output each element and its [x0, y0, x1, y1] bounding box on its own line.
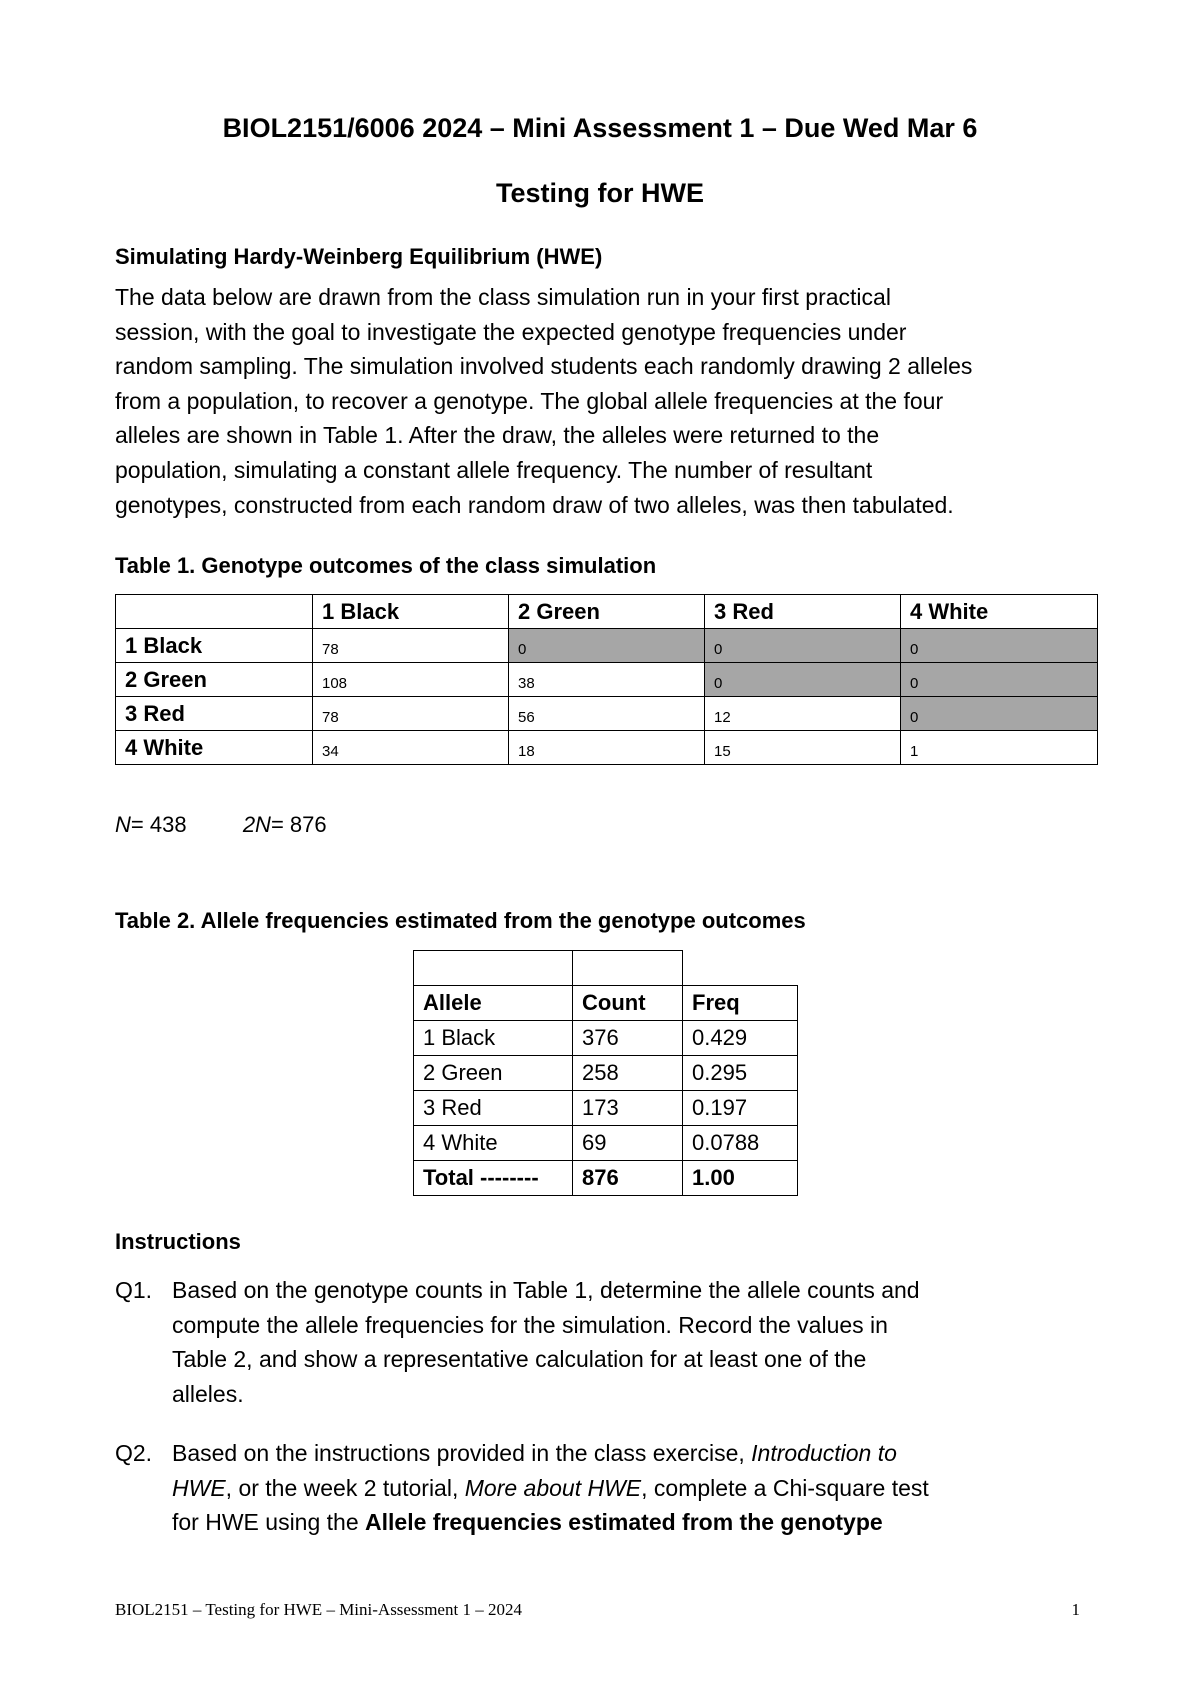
bold-text: Allele frequencies estimated from the genotype — [365, 1509, 883, 1536]
table-cell: 15 — [705, 731, 901, 765]
table-row — [116, 629, 1098, 663]
intro-line: from a population, to recover a genotype. The global allele frequencies at the four — [115, 387, 944, 414]
table-cell: 0.429 — [683, 1021, 798, 1056]
text-run: , complete a Chi-square test — [641, 1474, 929, 1501]
shaded-cell: 0 — [901, 663, 1098, 697]
question-line — [172, 1505, 1132, 1540]
table-row — [414, 1091, 798, 1126]
intro-line: genotypes, constructed from each random draw of two alleles, was then tabulated. — [115, 491, 954, 518]
table-cell: 78 — [313, 697, 509, 731]
table-cell: 38 — [509, 663, 705, 697]
table-cell: 0.295 — [683, 1056, 798, 1091]
n2-value: = 876 — [270, 812, 327, 837]
column-header: 1 Black — [313, 595, 509, 629]
table-cell: 3 Red — [414, 1091, 573, 1126]
table-header-row — [414, 986, 798, 1021]
table-cell: 1 Black — [414, 1021, 573, 1056]
table1-caption: Table 1. Genotype outcomes of the class simulation — [115, 553, 657, 578]
intro-line: alleles are shown in Table 1. After the draw, the alleles were returned to the — [115, 422, 880, 449]
shaded-cell: 0 — [705, 663, 901, 697]
italic-title: Introduction to — [751, 1440, 897, 1466]
question-line — [172, 1471, 1132, 1506]
table-cell: 876 — [573, 1161, 683, 1196]
table-cell: 1 — [901, 731, 1098, 765]
table-row — [414, 1021, 798, 1056]
sample-size-line — [115, 812, 327, 838]
table-cell: 18 — [509, 731, 705, 765]
shaded-cell: 0 — [901, 697, 1098, 731]
total-row — [414, 1161, 798, 1196]
instructions-heading: Instructions — [115, 1229, 241, 1254]
shaded-cell: 0 — [901, 629, 1098, 663]
column-header — [116, 595, 313, 629]
blank-row — [414, 951, 798, 986]
text-run: for HWE using the — [172, 1509, 366, 1536]
n2-label: 2N — [242, 812, 271, 837]
table-header-row — [116, 595, 1098, 629]
intro-line: The data below are drawn from the class simulation run in your first practical — [115, 284, 891, 310]
column-header: Allele — [414, 986, 573, 1021]
intro-line: population, simulating a constant allele frequency. The number of resultant — [115, 456, 873, 483]
question-line: alleles. — [172, 1380, 244, 1407]
intro-line: random sampling. The simulation involved students each randomly drawing 2 alleles — [115, 353, 973, 380]
question-text — [172, 1436, 1132, 1540]
italic-title: HWE — [172, 1474, 226, 1501]
row-header: 4 White — [116, 731, 313, 765]
table-cell: 4 White — [414, 1126, 573, 1161]
question-line: Based on the genotype counts in Table 1, determine the allele counts and — [172, 1277, 920, 1303]
table-cell: 1.00 — [683, 1161, 798, 1196]
question-line: compute the allele frequencies for the simulation. Record the values in — [172, 1311, 888, 1338]
intro-paragraph — [115, 280, 1105, 522]
table-cell: 12 — [705, 697, 901, 731]
row-header: 1 Black — [116, 629, 313, 663]
table2-caption: Table 2. Allele frequencies estimated from the genotype outcomes — [115, 908, 806, 933]
row-header: 2 Green — [116, 663, 313, 697]
intro-line: session, with the goal to investigate the expected genotype frequencies under — [115, 318, 907, 345]
question-text — [172, 1273, 1132, 1411]
question-line: Table 2, and show a representative calculation for at least one of the — [172, 1346, 867, 1373]
table-cell: 78 — [313, 629, 509, 663]
column-header: Freq — [683, 986, 798, 1021]
table-cell: 56 — [509, 697, 705, 731]
table-cell: 69 — [573, 1126, 683, 1161]
table-row — [414, 1126, 798, 1161]
table-cell: 376 — [573, 1021, 683, 1056]
n-value: = 438 — [130, 812, 187, 837]
table-row — [116, 663, 1098, 697]
column-header: 3 Red — [705, 595, 901, 629]
question-number: Q1. — [115, 1277, 153, 1303]
footer-text: BIOL2151 – Testing for HWE – Mini-Assessment 1 – 2024 — [115, 1600, 522, 1619]
table-cell: Total -------- — [414, 1161, 573, 1196]
table-cell: 34 — [313, 731, 509, 765]
table-cell: 2 Green — [414, 1056, 573, 1091]
genotype-outcomes-table — [115, 594, 1098, 765]
column-header: 4 White — [901, 595, 1098, 629]
table-cell: 258 — [573, 1056, 683, 1091]
table-cell — [414, 951, 573, 986]
shaded-cell: 0 — [705, 629, 901, 663]
row-header: 3 Red — [116, 697, 313, 731]
table-cell: 173 — [573, 1091, 683, 1126]
table-cell — [573, 951, 683, 986]
text-run: Based on the instructions provided in the class exercise, — [172, 1440, 752, 1466]
table-cell — [683, 951, 798, 986]
page-footer — [115, 1600, 1080, 1620]
table-cell: 108 — [313, 663, 509, 697]
italic-title: More about HWE — [464, 1474, 642, 1501]
shaded-cell: 0 — [509, 629, 705, 663]
text-run: , or the week 2 tutorial, — [225, 1474, 465, 1501]
question-number: Q2. — [115, 1440, 153, 1466]
question-line — [172, 1436, 1132, 1471]
n-label: N — [115, 812, 131, 837]
column-header: 2 Green — [509, 595, 705, 629]
table-row — [414, 1056, 798, 1091]
document-subtitle: Testing for HWE — [496, 178, 704, 208]
table-row — [116, 697, 1098, 731]
column-header: Count — [573, 986, 683, 1021]
document-title: BIOL2151/6006 2024 – Mini Assessment 1 – Due Wed Mar 6 — [222, 113, 978, 143]
page-number: 1 — [1071, 1600, 1080, 1619]
intro-heading: Simulating Hardy-Weinberg Equilibrium (HWE) — [115, 244, 603, 269]
allele-frequency-table — [413, 950, 798, 1196]
table-cell: 0.0788 — [683, 1126, 798, 1161]
table-row — [116, 731, 1098, 765]
table-cell: 0.197 — [683, 1091, 798, 1126]
